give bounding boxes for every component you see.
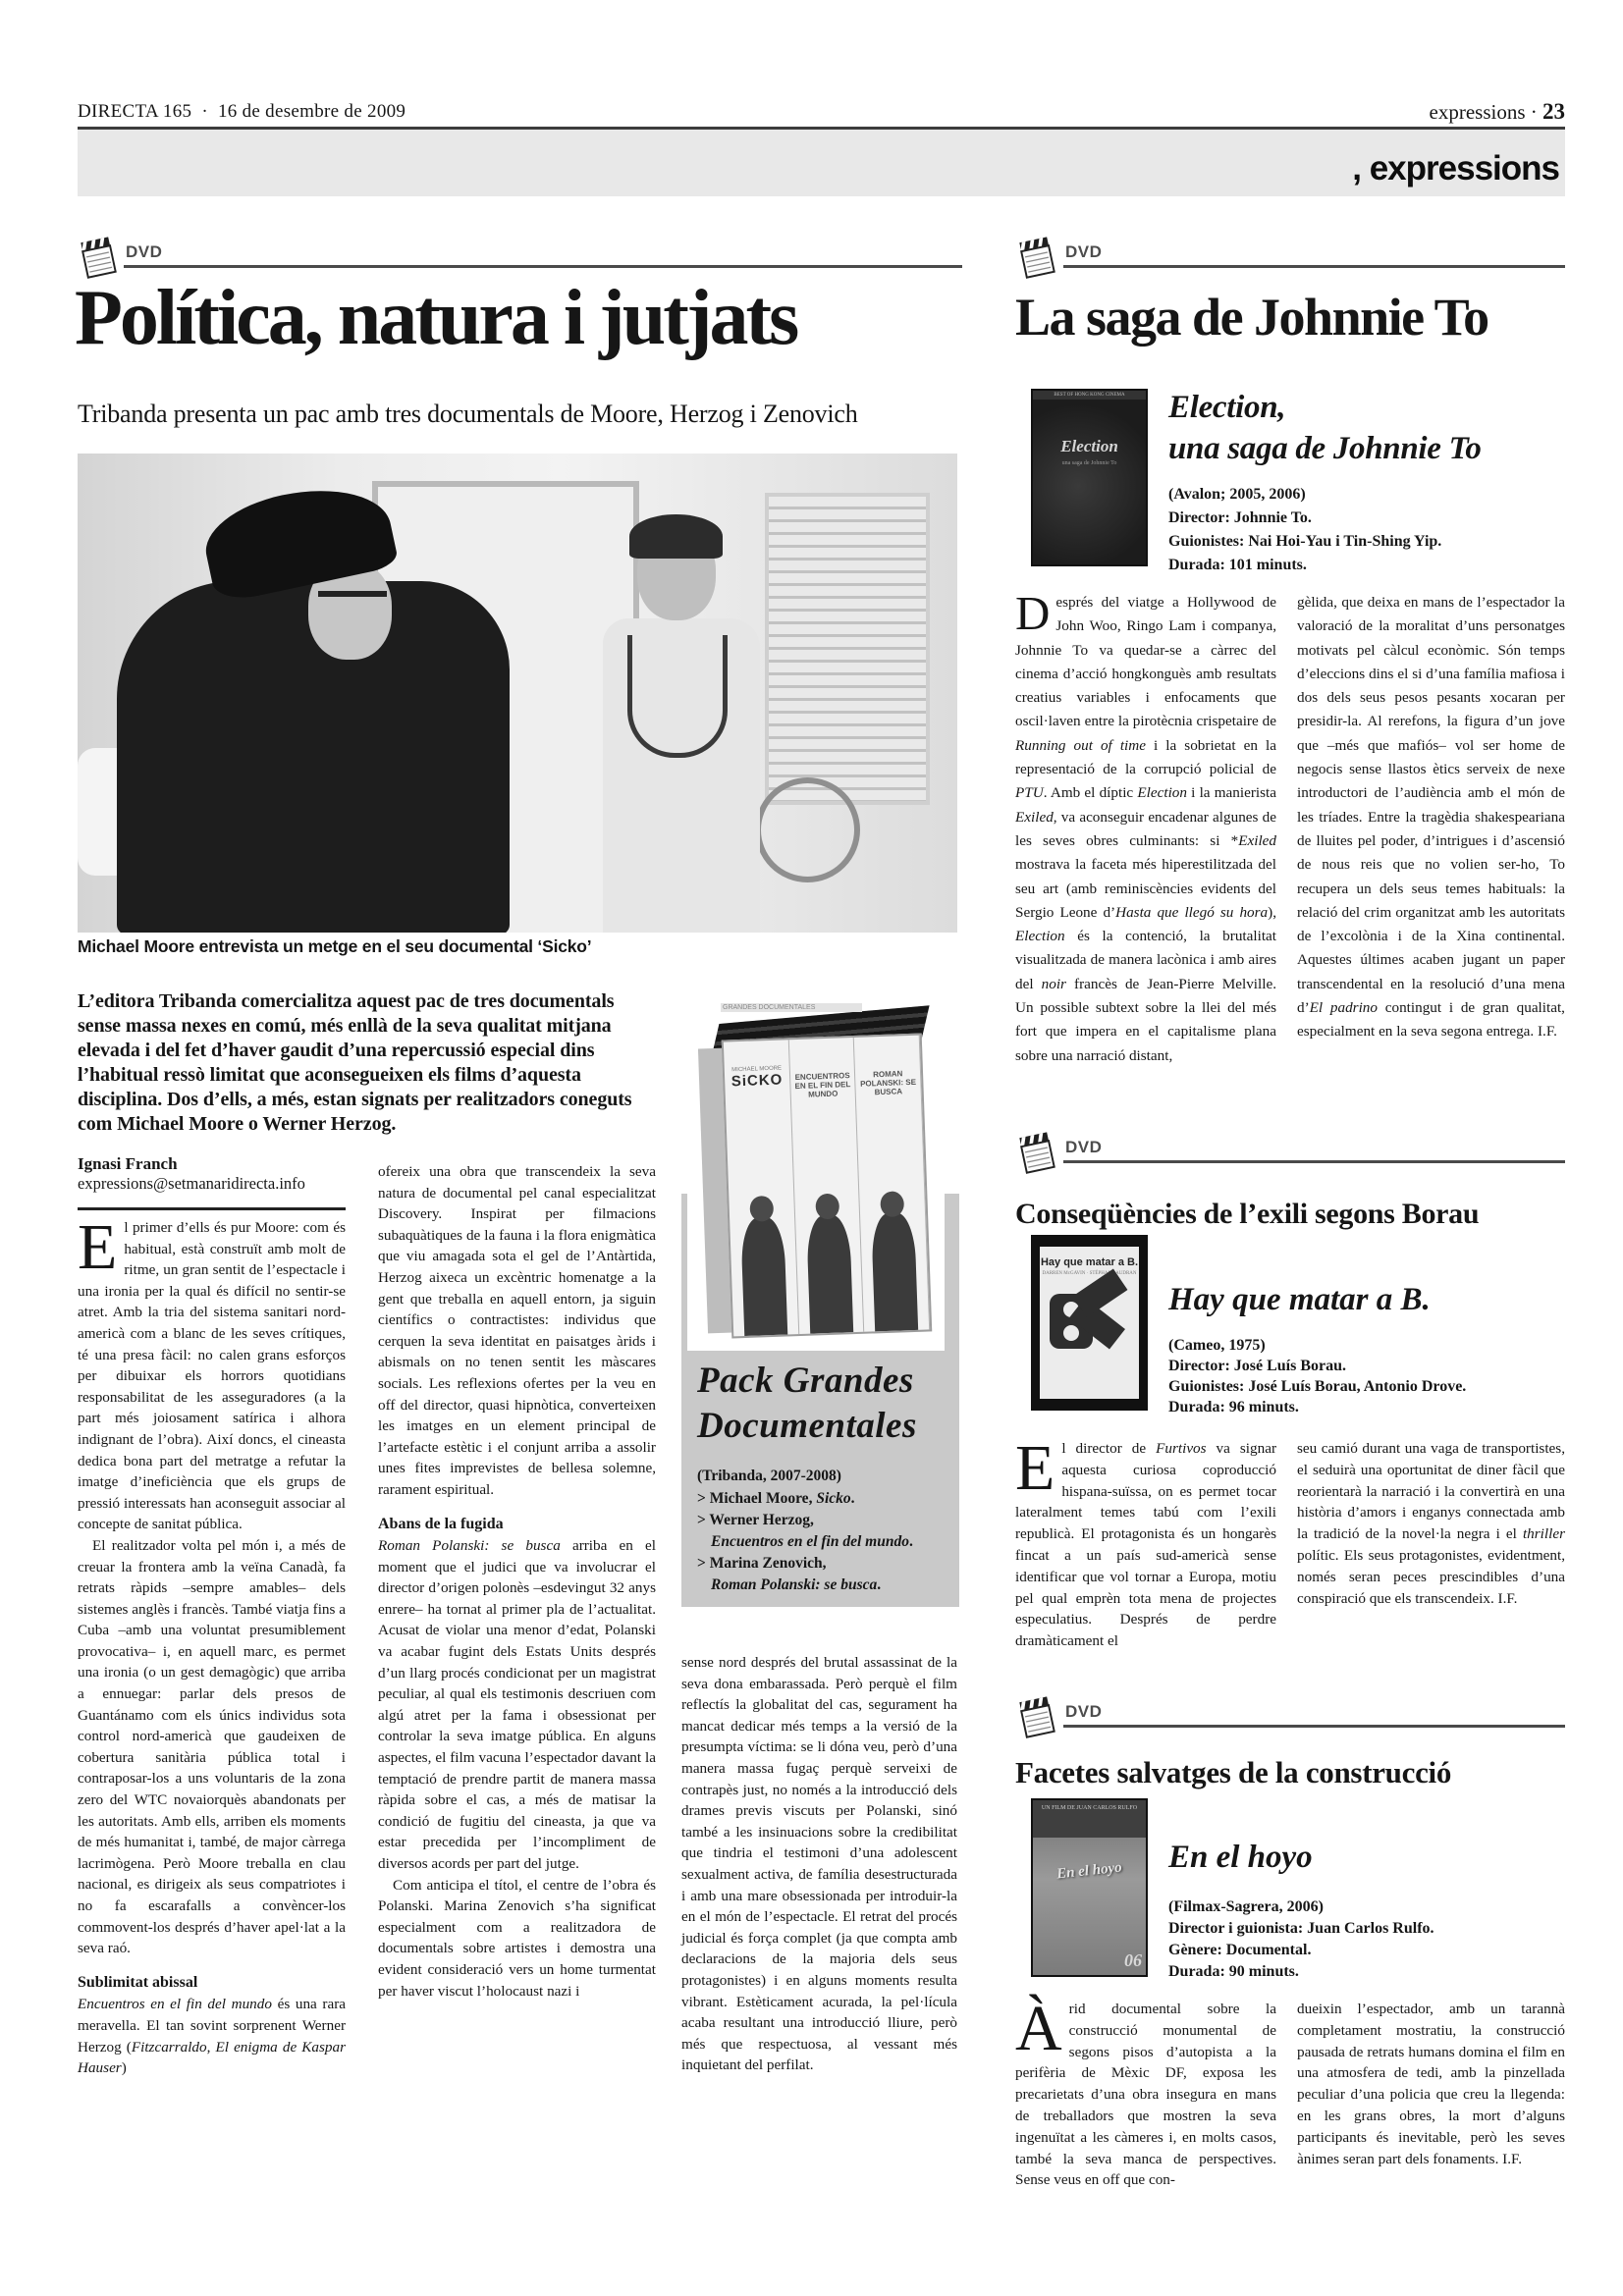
- credit-line: (Cameo, 1975): [1168, 1337, 1266, 1354]
- pack-figure: [871, 1212, 918, 1331]
- cover-top-band: UN FILM DE JUAN CARLOS RULFO: [1033, 1800, 1146, 1838]
- cover-inner: [1040, 1247, 1139, 1399]
- review-column-b: dueixin l’espectador, amb un tarannà completament mostratiu, la construcció pausada de retrats humans domina el film en una atmosfera de tedi, amb la pinzellada peculiar d’una policia que creu la llegenda: en les grans obres, la mort d’alguns participants és inevitable, però les seves ànimes seran part dels fonaments. I.F.: [1297, 2001, 1565, 2167]
- cover-title: Hay que matar a B.: [1040, 1256, 1139, 1268]
- byline: [78, 1154, 346, 1210]
- review-kicker-label: DVD: [1065, 1702, 1103, 1721]
- paragraph: Com anticipa el títol, el centre de l’obra és Polanski. Marina Zenovich s’ha significat especialment com a realitzadora de documentals sobre artistes i demostra una evident consideració vers un home turmentat per haver viscut l’holocaust nazi i: [378, 1876, 656, 2000]
- photo-wheelchair: [755, 777, 860, 882]
- folio: [1430, 99, 1565, 125]
- review-text: l director de Furtivos va signar aquesta curiosa coproducció hispana-suïssa, on es permet tocar lateralment temes tabú com l’exili republicà. El protagonista és un hongarès fincat a un país sud-americà sense identificar que vol tornar a Europa, motiu pel qual emprèn tota mena de projectes especulatius. Després de perdre dramàticament el: [1015, 1440, 1277, 1650]
- review-text: rid documental sobre la construcció monumental de segons pisos d’autopista a la perifèria de Mèxic DF, exposa les precarietats d’una obra insegura en mans de treballadors que mostren la seva ingenuïtat a les càmeres i, en molts casos, també la seva manca de perspectives. Sense veus en off que con-: [1015, 2001, 1276, 2189]
- page-number: 23: [1542, 99, 1565, 124]
- byline-name: Ignasi Franch: [78, 1154, 178, 1173]
- cover-credits-text: DARREN McGAVIN · STÉPHANE AUDRAN: [1042, 1271, 1137, 1276]
- drop-cap: D: [1015, 586, 1051, 640]
- article-column-3: [681, 1652, 957, 2076]
- byline-email: expressions@setmanaridirecta.info: [78, 1174, 305, 1193]
- pack-panel-label: MICHAEL MOORE: [731, 1065, 783, 1074]
- paragraph: Encuentros en el fin del mundo és una rara meravella. El tan sovint sorprenent Werner Herzog (Fitzcarraldo, El enigma de Kaspar Hauser): [78, 1996, 346, 2077]
- issue-date: 16 de desembre de 2009: [217, 101, 406, 122]
- credit-line: Guionistes: Nai Hoi-Yau i Tin-Shing Yip.: [1168, 533, 1442, 550]
- dvd-cover-hay-que-matar: [1031, 1235, 1148, 1411]
- paragraph: ofereix una obra que transcendeix la seva natura de documental pel canal especialitzat Discovery. Inspirat per filmacions subaquàtiques de la fauna i la flora enigmàtica que viu amagada sota el gel de l’Antàrtida, Herzog aixeca un excèntric homenatge a la gent que treballa en aquell entorn, ja siguin científics o contractistes: individus que cerquen la seva identitat en paisatges àrids i abismals on no tenen sentit les màscares socials. Les reflexions ofertes per la veu en off del director, quasi hipnòtica, converteixen les imatges en un element principal de l’artefacte estètic i el conjunt arriba a assolir unes fites imprevistes de bellesa solemne, rarament espiritual.: [378, 1163, 656, 1498]
- article-kicker: [124, 241, 962, 268]
- pack-banner: GRANDES DOCUMENTALES: [721, 1003, 862, 1012]
- pack-title-line1: Pack Grandes: [697, 1361, 914, 1401]
- article-subtitle: Tribanda presenta un pac amb tres documentals de Moore, Herzog i Zenovich: [78, 400, 858, 428]
- drop-cap: E: [1015, 1432, 1055, 1504]
- dvd-title: Election, una saga de Johnnie To: [1168, 390, 1482, 466]
- article-headline: Política, natura i jutjats: [75, 275, 797, 361]
- pack-panel-polanski: [854, 1036, 930, 1332]
- pack-item: > Michael Moore, Sicko.: [697, 1489, 855, 1507]
- review-column-b: gèlida, que deixa en mans de l’espectador la valoració de la moralitat d’uns personatges motivats pel càlcul econòmic. Són temps d’eleccions dins el si d’una família mafiosa i dos dels seus pesos pesants xocaran per presidir-la. Al rerefons, la figura d’un jove que –més que mafiós– vol ser home de negocis sense llastos ètics serveix de nexe introductori de l’audiència amb el món de les tríades. Entre la tragèdia shakespeariana de lluites pel poder, d’intrigues i d’ascensió de nous reis que no volien ser-ho, To recupera un dels seus temes habituals: la relació del crim organitzat amb les autoritats de l’excolònia i de la Xina continental. Aquestes últimes acaben jugant un paper transcendental en la resolució d’una mena d’El padrino contingut i de gran qualitat, especialment en la seva segona entrega. I.F.: [1297, 594, 1565, 1041]
- credit-line: Gènere: Documental.: [1168, 1942, 1312, 1958]
- pack-figure: [740, 1217, 787, 1336]
- clapperboard-icon: [1017, 1695, 1056, 1743]
- pack-figure: [806, 1214, 853, 1333]
- pack-panel-title: ROMAN POLANSKI: SE BUSCA: [859, 1069, 917, 1097]
- cover-badge: 06: [1124, 1950, 1142, 1970]
- credit-line: Durada: 101 minuts.: [1168, 557, 1307, 573]
- review-column-a: [1015, 1993, 1276, 2191]
- dvd-cover-en-el-hoyo: [1031, 1798, 1148, 1977]
- review-kicker: [1063, 1137, 1565, 1163]
- pack-publisher: (Tribanda, 2007-2008): [697, 1468, 841, 1484]
- paragraph-text: l primer d’ells és pur Moore: com és habitual, està construït amb molt de ritme, un gran sentit de l’espectacle i una ironia per la qual és difícil no sentir-se atret. Amb la tria del sistema sanitari nord-americà com a blanc de les seves crítiques, té una presa fàcil: no calen grans esforços per dibuixar els horrors quotidians responsabilitat de les asseguradores (a la part més joiosament satírica i alhora indignant de l’obra). Així doncs, el cineasta dedica bona part del metratge a refutar la imatge d’ineficiència que els grups de pressió interessats han aconseguit associar al concepte de sanitat pública.: [78, 1219, 346, 1533]
- dvd-credits: [1168, 1335, 1581, 1417]
- pack-credits: [697, 1465, 943, 1595]
- drop-cap: E: [78, 1211, 118, 1283]
- paragraph: Roman Polanski: se busca arriba en el moment que el judici que va involucrar el director d’origen polonès –esdevingut 32 anys enrere– ha tornat al primer pla de l’actualitat. Acusat de violar una menor d’edat, Polanski va acabar fugint dels Estats Units després d’un llarg procés condicionat per un magistrat peculiar, al qual els testimonis descriuen com algú atret per la fama i obsessionat per controlar la seva imatge pública. En alguns aspectes, el film vacuna l’espectador davant la temptació de prendre partit de manera massa ràpida sobre el cas, a més de matisar la condició de fugitiu del cineasta, ja que va estar precedida per l’incompliment de diversos acords per part del jutge.: [378, 1537, 656, 1872]
- dvd-title: En el hoyo: [1168, 1840, 1313, 1875]
- credit-line: Director i guionista: Juan Carlos Rulfo.: [1168, 1920, 1434, 1937]
- section-banner: [78, 130, 1565, 196]
- pack-front: [722, 1034, 932, 1339]
- cover-title: En el hoyo: [1055, 1859, 1123, 1883]
- pack-panel-title: SiCKO: [730, 1071, 784, 1091]
- review-headline: Conseqüències de l’exili segons Borau: [1015, 1198, 1480, 1230]
- dvd-title: Hay que matar a B.: [1168, 1282, 1431, 1317]
- masthead-separator: ·: [201, 101, 208, 122]
- review-text: esprés del viatge a Hollywood de John Woo, Ringo Lam i companya, Johnnie To va quedar-se a càrrec del cinema d’acció hongkonguès amb resultats creatius variables i enfocaments que oscil·laven entre la pirotècnia crispetaire de Running out of time i la sobrietat en la representació de la corrupció policial de PTU. Amb el díptic Election i la manierista Exiled, va aconseguir encadenar algunes de les seves obres culminants: si *Exiled mostrava la faceta més hiperestilitzada del seu art (amb reminiscències evidents del Sergio Leone d’Hasta que llegó su hora), Election és la contenció, la brutalitat visualitzada de manera lacònica i amb aires del noir francès de Jean-Pierre Melville. Un possible subtext sobre la llei del més fort que impera en el capitalisme plana sobre una narració distant,: [1015, 594, 1277, 1064]
- pack-panel-sicko: [724, 1040, 799, 1336]
- credit-line: Director: Johnnie To.: [1168, 509, 1312, 526]
- photo-caption: Michael Moore entrevista un metge en el seu documental ‘Sicko’: [78, 936, 592, 956]
- clapperboard-icon: [1017, 1131, 1056, 1179]
- paragraph: sense nord després del brutal assassinat de la seva dona embarassada. Però perquè el film reflectís la globalitat del cas, segurament ha mancat dedicar més temps a la versió de la presumpta víctima: se li dóna veu, però d’una manera massa fugaç perquè serveixi de contrapès just, no només a la introducció dels drames previs viscuts per Polanski, sinó també a les insinuacions sobre la credibilitat que tindria el testimoni d’una adolescent sexualment activa, de família desestructurada i amb una mare obsessionada per introduir-la en el món de l’espectacle. El retrat del procés judicial és força complet (ja que compta amb declaracions de la majoria dels seus protagonistes) i en alguns moments resulta vibrant. Estèticament acurada, la pel·lícula acaba resultant una introducció lliure, però més que respectuosa, al vessant més inquietant del perfilat.: [681, 1654, 957, 2074]
- cover-top-text: BEST OF HONG KONG CINEMA: [1033, 391, 1146, 400]
- photo-stethoscope: [627, 635, 728, 758]
- pack-title: [697, 1359, 917, 1449]
- pack-panel-title: ENCUENTROS EN EL FIN DEL MUNDO: [794, 1071, 851, 1099]
- paragraph: [78, 1211, 346, 1535]
- review-kicker: [1063, 1701, 1565, 1728]
- photo-doctor-hair: [629, 514, 723, 559]
- subhead: Sublimitat abissal: [78, 1973, 198, 1991]
- review-kicker-label: DVD: [1065, 242, 1103, 261]
- publication-name: DIRECTA 165: [78, 101, 192, 122]
- masthead: [78, 101, 406, 123]
- pack-item: > Marina Zenovich, Roman Polanski: se busca.: [697, 1555, 882, 1593]
- pack-item: > Werner Herzog, Encuentros en el fin del mundo.: [697, 1512, 913, 1550]
- article-photo: [78, 454, 957, 933]
- paragraph: El realitzador volta pel món i, a més de creuar la frontera amb la veïna Canadà, fa retrats ràpids –sempre amables– dels sistemes anglès i francès. També viatja fins a Cuba –amb una voluntat presumiblement provocativa– i, en aquell marc, es permet una ironia (o un gest demagògic) que arriba a ennuegar: parlar dels presos de Guantánamo com els únics individus sota control nord-americà que gaudeixen de cobertura sanitària pública total i contraposar-los a uns voluntaris de la zona zero del WTC novaiorquès abandonats per les autoritats. Amb ells, arriben els moments de més humanitat i, també, de major càrrega lacrimògena. Però Moore treballa en clau nacional, es dirigeix als seus compatriotes i no fa escarafalls a convèncer-los commovent-los després d’haver apel·lat a la seva raó.: [78, 1536, 346, 1957]
- section-name: expressions ·: [1429, 100, 1538, 124]
- article-column-2: [378, 1161, 656, 2002]
- cover-title: Election: [1060, 437, 1118, 455]
- review-column-a: [1015, 1432, 1277, 1652]
- credit-line: (Avalon; 2005, 2006): [1168, 486, 1306, 503]
- pack-product-image: [687, 997, 945, 1351]
- review-kicker-label: DVD: [1065, 1138, 1103, 1156]
- credit-line: Durada: 96 minuts.: [1168, 1399, 1299, 1415]
- review-headline: La saga de Johnnie To: [1015, 288, 1488, 347]
- subhead: Abans de la fugida: [378, 1515, 504, 1532]
- credit-line: Durada: 90 minuts.: [1168, 1963, 1299, 1980]
- pack-panel-encuentros: [788, 1038, 864, 1334]
- clapperboard-icon: [1017, 236, 1056, 284]
- review-column-a: [1015, 586, 1277, 1068]
- photo-blinds: [765, 493, 930, 805]
- drop-cap: À: [1015, 1993, 1062, 2064]
- article-kicker-label: DVD: [126, 242, 163, 261]
- section-banner-label: , expressions: [1352, 149, 1559, 187]
- cover-subtitle: una saga de Johnnie To: [1061, 460, 1117, 466]
- article-lead: L’editora Tribanda comercialitza aquest pac de tres documentals sense massa nexes en comú, més enllà de la seva qualitat mitjana elevada i del fet d’haver gaudit d’una repercussió especial dins l’habitual ressò limitat que aconsegueixen els films d’aquesta disciplina. Dos d’ells, a més, estan signats per realitzadors coneguts com Michael Moore o Werner Herzog.: [78, 990, 632, 1135]
- dvd-credits: [1168, 483, 1581, 577]
- credit-line: Guionistes: José Luís Borau, Antonio Drove.: [1168, 1378, 1467, 1395]
- credit-line: (Filmax-Sagrera, 2006): [1168, 1898, 1324, 1915]
- review-kicker: [1063, 241, 1565, 268]
- photo-moore-glasses: [318, 591, 387, 613]
- pack-title-line2: Documentales: [697, 1406, 917, 1446]
- review-headline: Facetes salvatges de la construcció: [1015, 1755, 1452, 1789]
- review-column-b: seu camió durant una vaga de transportistes, el seduirà una oportunitat de diner fàcil que reorientarà la narració i la convertirà en una història d’amors i enganys connectada amb la tradició de la novel·la negra i el thriller polític. Els seus protagonistes, evidentment, només seran peces prescindibles d’una conspiració que els transcendeix. I.F.: [1297, 1440, 1565, 1607]
- article-column-1: [78, 1211, 346, 2079]
- credit-line: Director: José Luís Borau.: [1168, 1358, 1347, 1374]
- dvd-credits: [1168, 1896, 1581, 1983]
- dvd-cover-election: [1031, 389, 1148, 566]
